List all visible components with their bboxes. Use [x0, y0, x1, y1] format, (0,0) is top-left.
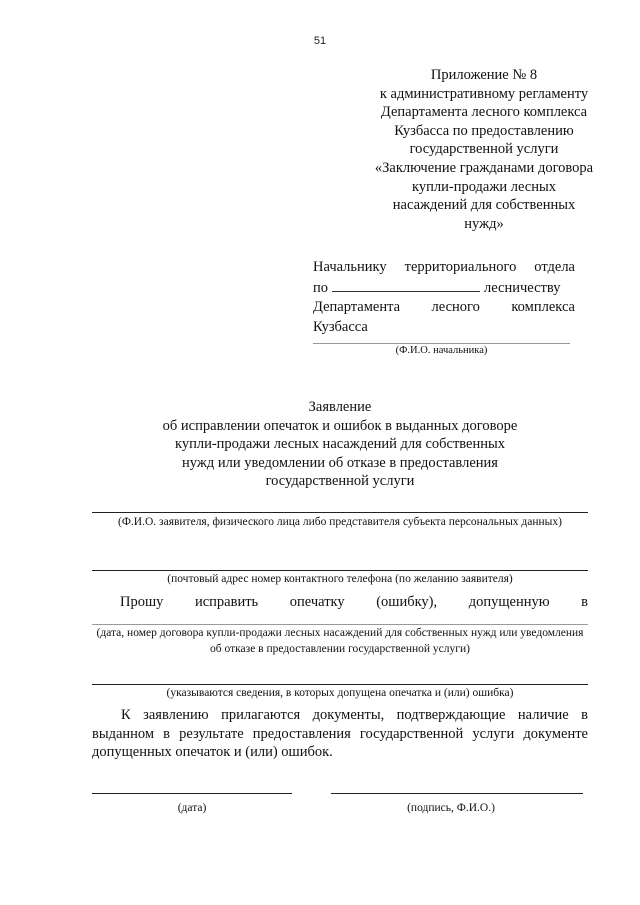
addressee-line: Начальнику территориального отдела: [313, 259, 575, 275]
title-line: Заявление: [308, 399, 372, 415]
document-title: [92, 398, 588, 491]
address-field[interactable]: [92, 570, 588, 571]
addressee-prefix: по: [313, 279, 329, 296]
addressee-suffix: лесничеству: [484, 279, 561, 296]
title-line: купли-продажи лесных насаждений для собственных: [174, 436, 505, 453]
applicant-name-field[interactable]: [92, 512, 588, 513]
head-name-field[interactable]: [313, 343, 570, 344]
date-caption: (дата): [177, 802, 207, 814]
address-caption: (почтовый адрес номер контактного телефона (по желанию заявителя): [167, 573, 513, 585]
head-name-caption: (Ф.И.О. начальника): [395, 345, 488, 356]
title-line: государственной услуги: [265, 473, 415, 490]
appendix-line: купли-продажи лесных: [412, 178, 556, 195]
appendix-line: Департамента лесного комплекса: [380, 104, 588, 121]
appendix-header: [360, 66, 608, 233]
contract-field[interactable]: [92, 624, 588, 625]
contract-caption: (дата, номер договора купли-продажи лесных насаждений для собственных нужд или уведомления об отказе в предоставлении государственной услуги): [96, 627, 584, 655]
title-line: об исправлении опечаток и ошибок в выданных договоре: [162, 417, 518, 434]
signature-field[interactable]: [331, 793, 583, 794]
addressee-line-forestry: [313, 278, 575, 299]
appendix-line: Кузбасса по предоставлению: [394, 122, 574, 139]
error-caption: (указываются сведения, в которых допущена опечатка и (или) ошибка): [166, 687, 514, 699]
addressee-block: [313, 258, 575, 337]
title-line: нужд или уведомлении об отказе в предоставления: [182, 454, 498, 471]
addressee-line: Департамента лесного комплекса: [313, 299, 575, 315]
attachment-paragraph: К заявлению прилагаются документы, подтверждающие наличие в выданном в результате предоставления государственной услуги документе допущенных опечаток и (или) ошибок.: [92, 707, 588, 761]
appendix-line: государственной услуги: [409, 141, 559, 158]
appendix-line: к административному регламенту: [379, 85, 589, 102]
applicant-caption: (Ф.И.О. заявителя, физического лица либо представителя субъекта персональных данных): [118, 516, 562, 528]
appendix-line: насаждений для собственных: [392, 197, 576, 214]
appendix-line: нужд»: [464, 215, 504, 232]
request-text: Прошу исправить опечатку (ошибку), допущенную в: [120, 594, 588, 610]
date-field[interactable]: [92, 793, 292, 794]
page-number: 51: [313, 35, 327, 47]
appendix-line: Приложение № 8: [430, 67, 538, 83]
appendix-line: «Заключение гражданами договора: [374, 159, 594, 176]
addressee-line: Кузбасса: [313, 318, 368, 335]
signature-caption: (подпись, Ф.И.О.): [407, 802, 495, 814]
error-details-field[interactable]: [92, 684, 588, 685]
forestry-name-field[interactable]: [332, 278, 480, 292]
